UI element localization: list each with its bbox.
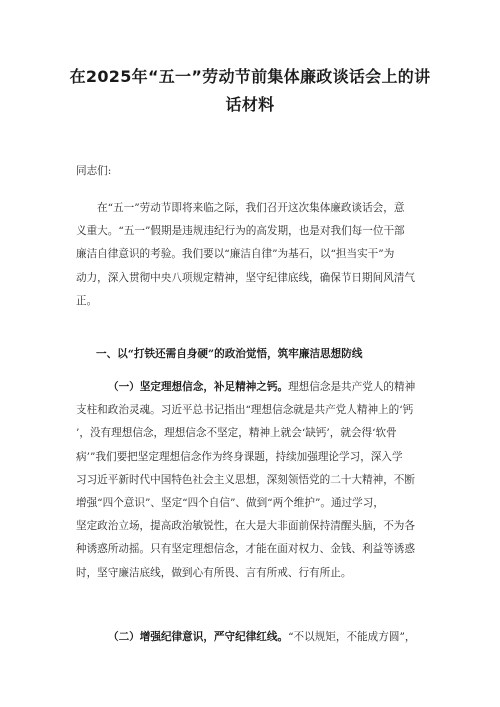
paragraph-line: ’，没有理想信念，理想信念不坚定，精神上就会‘缺钙’，就会得‘软骨 xyxy=(76,427,397,440)
paragraph-line: 坚定政治立场，提高政治敏锐性，在大是大非面前保持清醒头脑，不为各 xyxy=(76,520,415,533)
paragraph-line: 义重大。“五一”假期是违规违纪行为的高发期，也是对我们每一位干部 xyxy=(76,225,405,238)
paragraph-line: 时，坚守廉洁底线，做到心有所畏、言有所戒、行有所止。 xyxy=(76,566,352,579)
intro-paragraph xyxy=(76,197,430,313)
paragraph-text: 理想信念是共产党人的精神 xyxy=(288,381,416,393)
paragraph-text: “不以规矩，不能成方圆”， xyxy=(288,631,416,643)
section-2-paragraph xyxy=(76,626,430,649)
paragraph-line xyxy=(76,376,430,399)
subheading-2: （二）增强纪律意识，严守纪律红线。 xyxy=(108,631,289,643)
paragraph-line xyxy=(76,626,430,649)
subheading-1: （一）坚定理想信念，补足精神之钙。 xyxy=(108,381,289,393)
paragraph-line: 习习近平新时代中国特色社会主义思想，深刻领悟党的二十大精神，不断 xyxy=(76,473,415,486)
paragraph-line: 病’”我们要把坚定理想信念作为终身课题，持续加强理论学习，深入学 xyxy=(76,450,403,463)
paragraph-line: 正。 xyxy=(76,294,98,307)
paragraph-line: 种诱惑所动摇。只有坚定理想信念，才能在面对权力、金钱、利益等诱惑 xyxy=(76,543,415,556)
salutation: 同志们: xyxy=(76,165,112,177)
paragraph-line: 在“五一”劳动节即将来临之际，我们召开这次集体廉政谈话会，意 xyxy=(97,202,405,214)
section-heading-1: 一、以“打铁还需自身硬”的政治觉悟，筑牢廉洁思想防线 xyxy=(96,348,363,360)
document-title-line-2: 话材料 xyxy=(225,95,275,114)
section-1-paragraph xyxy=(76,376,430,585)
paragraph-line: 动力，深入贯彻中央八项规定精神，坚守纪律底线，确保节日期间风清气 xyxy=(76,271,415,284)
paragraph-line: 支柱和政治灵魂。习近平总书记指出“理想信念就是共产党人精神上的‘钙 xyxy=(76,404,414,417)
paragraph-line: 增强“四个意识”、坚定“四个自信”、做到“两个维护”。通过学习， xyxy=(76,496,384,509)
paragraph-line: 廉洁自律意识的考验。我们要以“廉洁自律”为基石，以“担当实干”为 xyxy=(76,248,395,261)
document-title-line-1: 在2025年“五一”劳动节前集体廉政谈话会上的讲 xyxy=(69,67,431,86)
